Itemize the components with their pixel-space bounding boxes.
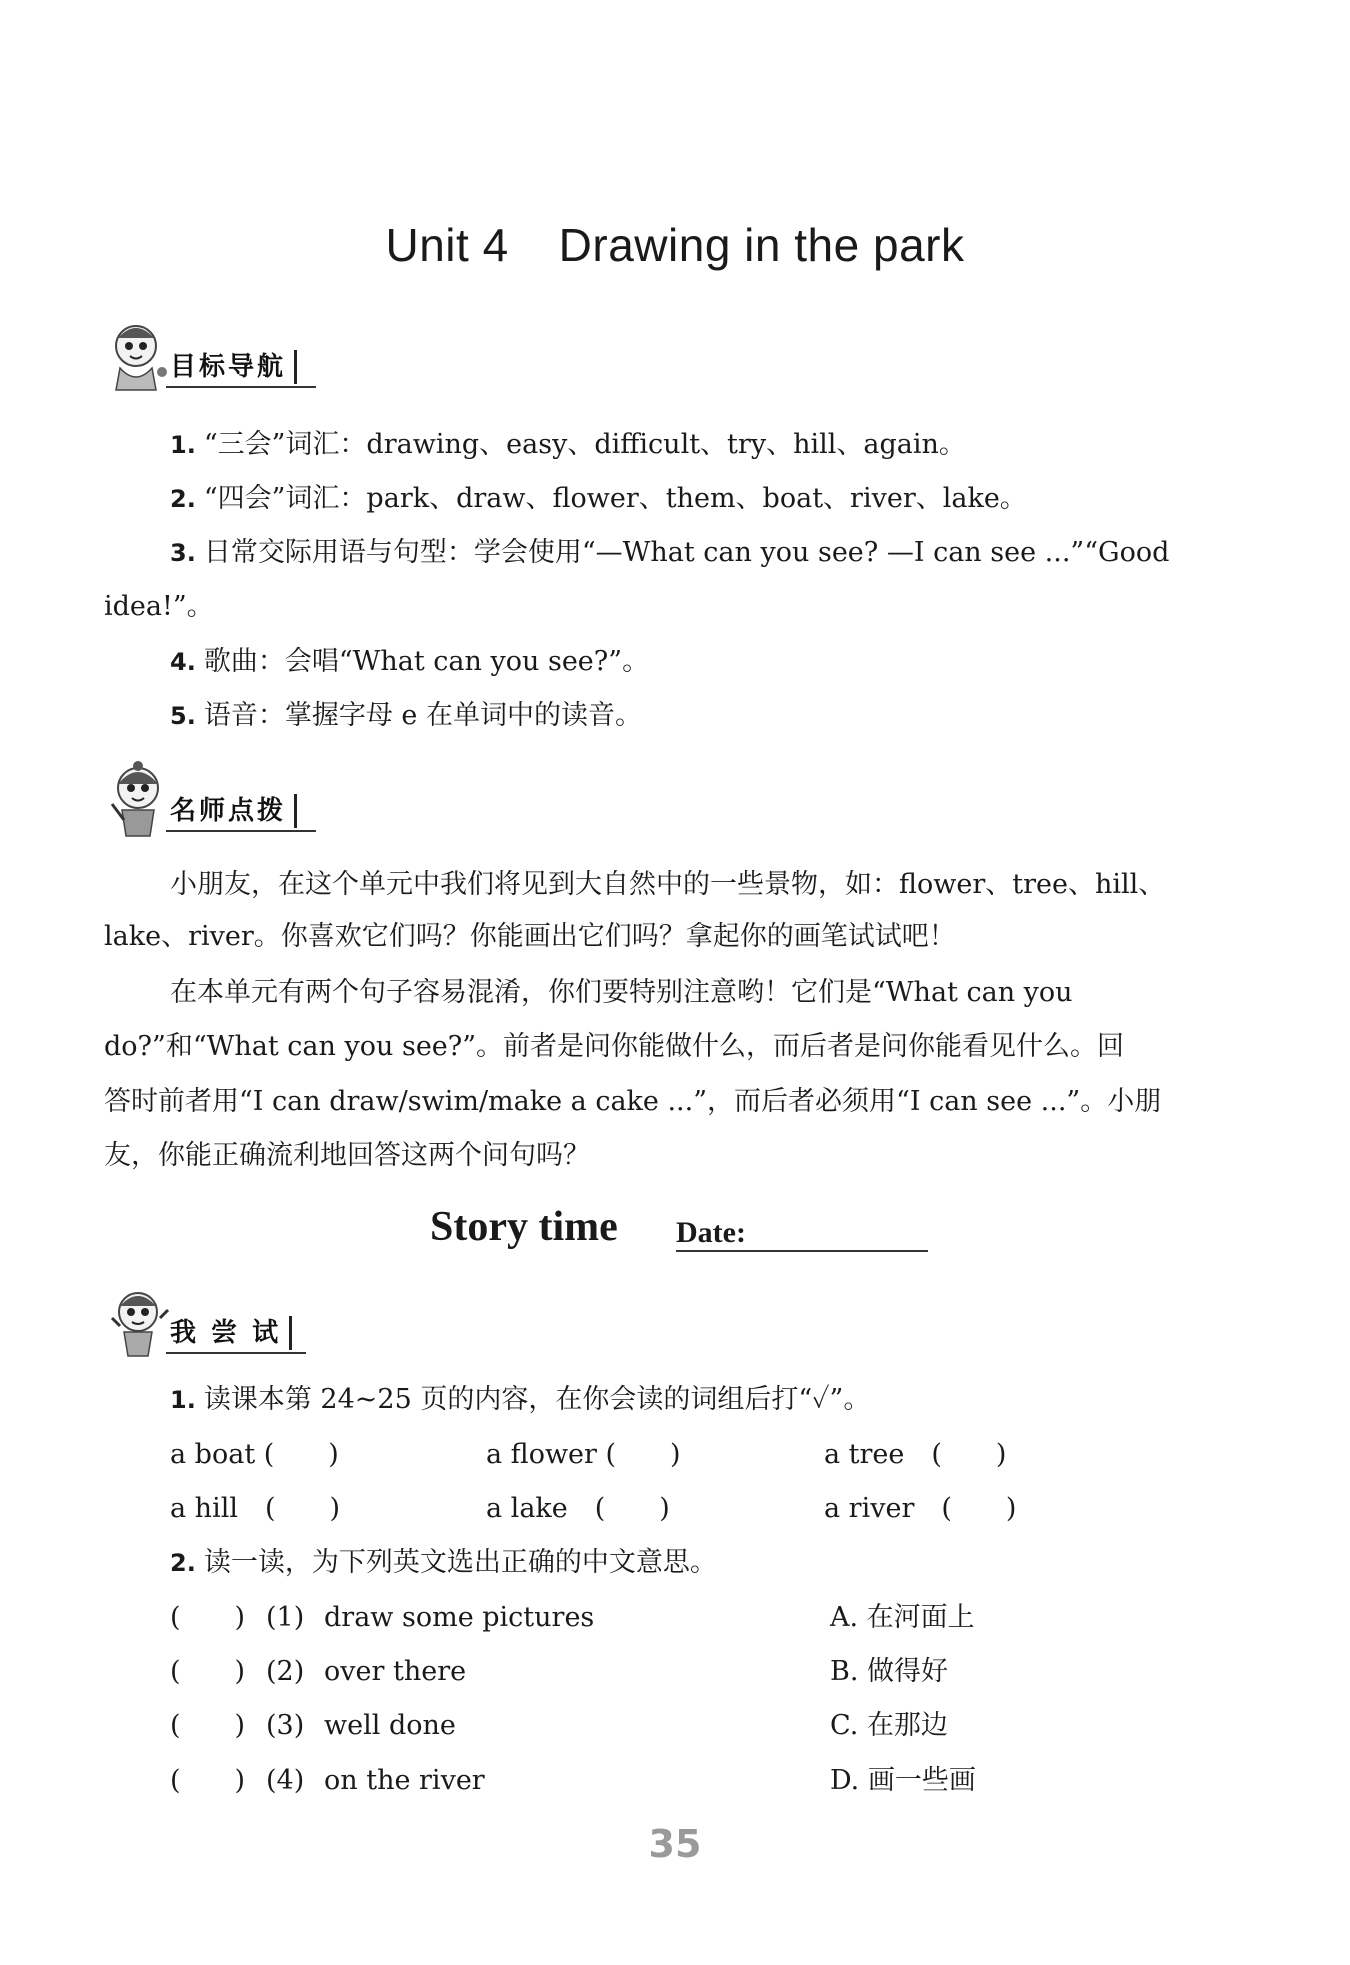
match-item-english: draw some pictures: [324, 1602, 595, 1633]
question-2: 2. 读一读，为下列英文选出正确的中文意思。: [170, 1547, 717, 1578]
answer-blank[interactable]: ( ): [170, 1656, 246, 1687]
tips-line: do?”和“What can you see?”。前者是问你能做什么，而后者是问你能看见什么。回: [104, 1031, 1125, 1062]
answer-blank[interactable]: ( ): [170, 1602, 246, 1633]
answer-blank[interactable]: ( ): [170, 1710, 246, 1741]
answer-blank[interactable]: ( ): [170, 1765, 246, 1796]
date-label: Date:: [676, 1216, 746, 1249]
match-option: B. 做得好: [830, 1656, 949, 1687]
goal-item-continued: idea!”。: [104, 591, 214, 622]
try-underline: [166, 1352, 306, 1354]
date-blank-line: [676, 1250, 928, 1252]
try-section-header: [106, 1282, 366, 1362]
goal-item: 5. 语音：掌握字母 e 在单词中的读音。: [170, 700, 642, 731]
goals-section-header: [106, 316, 376, 396]
tips-heading: 名师点拨: [170, 794, 297, 828]
goal-item: 3. 日常交际用语与句型：学会使用“—What can you see? —I can see ...”“Good: [170, 537, 1170, 568]
tips-underline: [166, 830, 316, 832]
page-number: 35: [648, 1822, 702, 1866]
match-item-number: (1): [266, 1602, 305, 1633]
match-item-number: (2): [266, 1656, 305, 1687]
goals-heading: 目标导航: [170, 350, 297, 384]
goal-item: 4. 歌曲：会唱“What can you see?”。: [170, 646, 650, 677]
phrase-check-item[interactable]: a lake ( ): [486, 1493, 670, 1524]
goal-item: 1. “三会”词汇：drawing、easy、difficult、try、hill、again。: [170, 429, 966, 460]
try-heading: 我 尝 试: [170, 1316, 292, 1350]
phrase-check-item[interactable]: a river ( ): [824, 1493, 1017, 1524]
match-item-number: (4): [266, 1765, 305, 1796]
unit-title: [0, 218, 1350, 272]
match-option: A. 在河面上: [830, 1602, 975, 1633]
question-1: 1. 读课本第 24~25 页的内容，在你会读的词组后打“✓”。: [170, 1384, 871, 1415]
story-time-title: Story time: [430, 1204, 618, 1250]
unit-number: Unit 4: [385, 219, 509, 271]
match-item-english: well done: [324, 1710, 456, 1741]
goals-underline: [166, 386, 316, 388]
phrase-check-item[interactable]: a tree ( ): [824, 1439, 1007, 1470]
tips-section-header: [106, 760, 376, 840]
match-option: D. 画一些画: [830, 1765, 976, 1796]
tips-line: lake、river。你喜欢它们吗？你能画出它们吗？拿起你的画笔试试吧！: [104, 921, 956, 952]
match-item-number: (3): [266, 1710, 305, 1741]
match-option: C. 在那边: [830, 1710, 948, 1741]
tips-line: 答时前者用“I can draw/swim/make a cake ...”，而后者必须用“I can see ...”。小朋: [104, 1086, 1162, 1117]
phrase-check-item[interactable]: a hill ( ): [170, 1493, 341, 1524]
phrase-check-item[interactable]: a boat ( ): [170, 1439, 339, 1470]
match-item-english: on the river: [324, 1765, 485, 1796]
goal-item: 2. “四会”词汇：park、draw、flower、them、boat、river、lake。: [170, 483, 1027, 514]
tips-line: 友，你能正确流利地回答这两个问句吗？: [104, 1140, 590, 1171]
match-item-english: over there: [324, 1656, 467, 1687]
unit-name: Drawing in the park: [558, 219, 965, 271]
tips-line: 在本单元有两个句子容易混淆，你们要特别注意哟！它们是“What can you: [170, 977, 1073, 1008]
tips-line: 小朋友，在这个单元中我们将见到大自然中的一些景物，如：flower、tree、hill、: [170, 869, 1166, 900]
phrase-check-item[interactable]: a flower ( ): [486, 1439, 681, 1470]
